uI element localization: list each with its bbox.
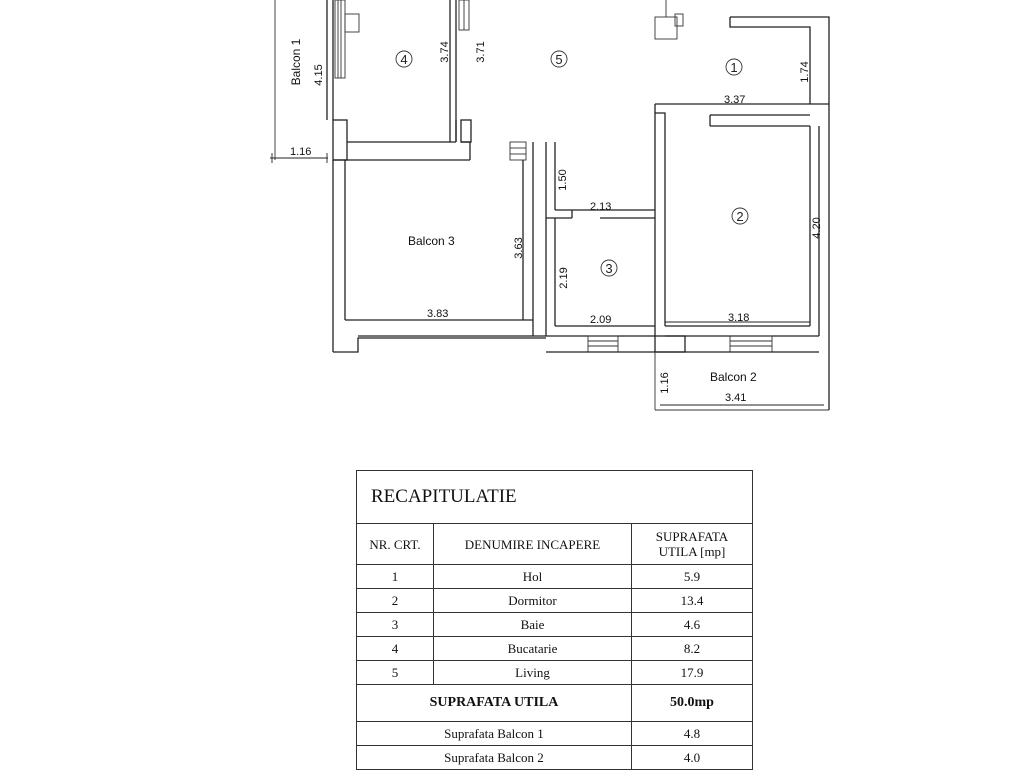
svg-text:1: 1 xyxy=(730,60,738,75)
table-row xyxy=(357,637,753,661)
row-name: Bucatarie xyxy=(434,637,632,661)
kitchen-counter-fixture xyxy=(335,0,359,78)
balcony-area: 4.8 xyxy=(632,722,753,746)
room-number-2 xyxy=(732,208,748,224)
room-number-5 xyxy=(551,51,567,67)
total-row xyxy=(357,685,753,722)
balcony-name: Suprafata Balcon 1 xyxy=(357,722,632,746)
header-area xyxy=(632,524,753,565)
dim-corridor-height: 1.50 xyxy=(557,169,569,191)
total-label: SUPRAFATA UTILA xyxy=(357,685,632,722)
svg-text:3: 3 xyxy=(605,261,613,276)
dim-balcony-3-height: 3.63 xyxy=(513,237,525,259)
dim-room-4-height: 3.74 xyxy=(439,41,451,63)
dim-balcony-2-width: 3.41 xyxy=(725,392,747,404)
row-nr: 4 xyxy=(357,637,434,661)
dim-bathroom-width: 2.09 xyxy=(590,314,612,326)
label-balcony-1: Balcon 1 xyxy=(289,38,303,86)
total-value: 50.0mp xyxy=(632,685,753,722)
pillar-bottom xyxy=(655,336,685,352)
row-name: Living xyxy=(434,661,632,685)
label-balcony-3: Balcon 3 xyxy=(408,234,455,248)
dim-hall-width: 3.37 xyxy=(724,94,746,106)
room-number-4 xyxy=(396,51,412,67)
row-nr: 2 xyxy=(357,589,434,613)
row-name: Baie xyxy=(434,613,632,637)
walls-bedroom xyxy=(655,113,819,336)
row-area: 4.6 xyxy=(632,613,753,637)
dim-room-5-wall: 3.71 xyxy=(475,41,487,63)
walls-bathroom xyxy=(510,142,655,336)
table-row xyxy=(357,565,753,589)
table-row xyxy=(357,613,753,637)
dim-balcony-1-width: 1.16 xyxy=(290,146,312,158)
svg-text:5: 5 xyxy=(555,52,563,67)
row-area: 13.4 xyxy=(632,589,753,613)
recap-title: RECAPITULATIE xyxy=(357,471,753,524)
row-area: 17.9 xyxy=(632,661,753,685)
header-nr: NR. CRT. xyxy=(357,524,434,565)
balcony-area: 4.0 xyxy=(632,746,753,770)
row-name: Dormitor xyxy=(434,589,632,613)
header-name: DENUMIRE INCAPERE xyxy=(434,524,632,565)
balcony-name: Suprafata Balcon 2 xyxy=(357,746,632,770)
row-area: 8.2 xyxy=(632,637,753,661)
header-area-line1: SUPRAFATA xyxy=(655,529,729,544)
dim-bedroom-height: 4.20 xyxy=(811,217,823,239)
header-area-line2: UTILA [mp] xyxy=(658,544,726,559)
dim-balcony-2-height: 1.16 xyxy=(659,372,671,394)
recap-table xyxy=(356,470,753,770)
row-area: 5.9 xyxy=(632,565,753,589)
label-balcony-2: Balcon 2 xyxy=(710,370,757,384)
balcony-row xyxy=(357,746,753,770)
table-row xyxy=(357,589,753,613)
walls-room-4 xyxy=(333,0,471,160)
dim-bedroom-width: 3.18 xyxy=(728,312,750,324)
row-nr: 1 xyxy=(357,565,434,589)
window-bathroom xyxy=(588,336,618,352)
dim-corridor-width: 2.13 xyxy=(590,201,612,213)
dim-balcony-1-height: 4.15 xyxy=(313,64,325,86)
dim-balcony-3-width: 3.83 xyxy=(427,308,449,320)
table-row xyxy=(357,661,753,685)
row-name: Hol xyxy=(434,565,632,589)
balcony-row xyxy=(357,722,753,746)
room-number-3 xyxy=(601,260,617,276)
walls-balcony-1 xyxy=(275,0,347,160)
dim-bathroom-height: 2.19 xyxy=(558,267,570,289)
row-nr: 5 xyxy=(357,661,434,685)
svg-text:4: 4 xyxy=(400,52,408,67)
row-nr: 3 xyxy=(357,613,434,637)
room-number-1 xyxy=(726,59,742,75)
window-bedroom xyxy=(730,336,772,352)
dim-hall-height: 1.74 xyxy=(799,61,811,83)
svg-text:2: 2 xyxy=(736,209,744,224)
